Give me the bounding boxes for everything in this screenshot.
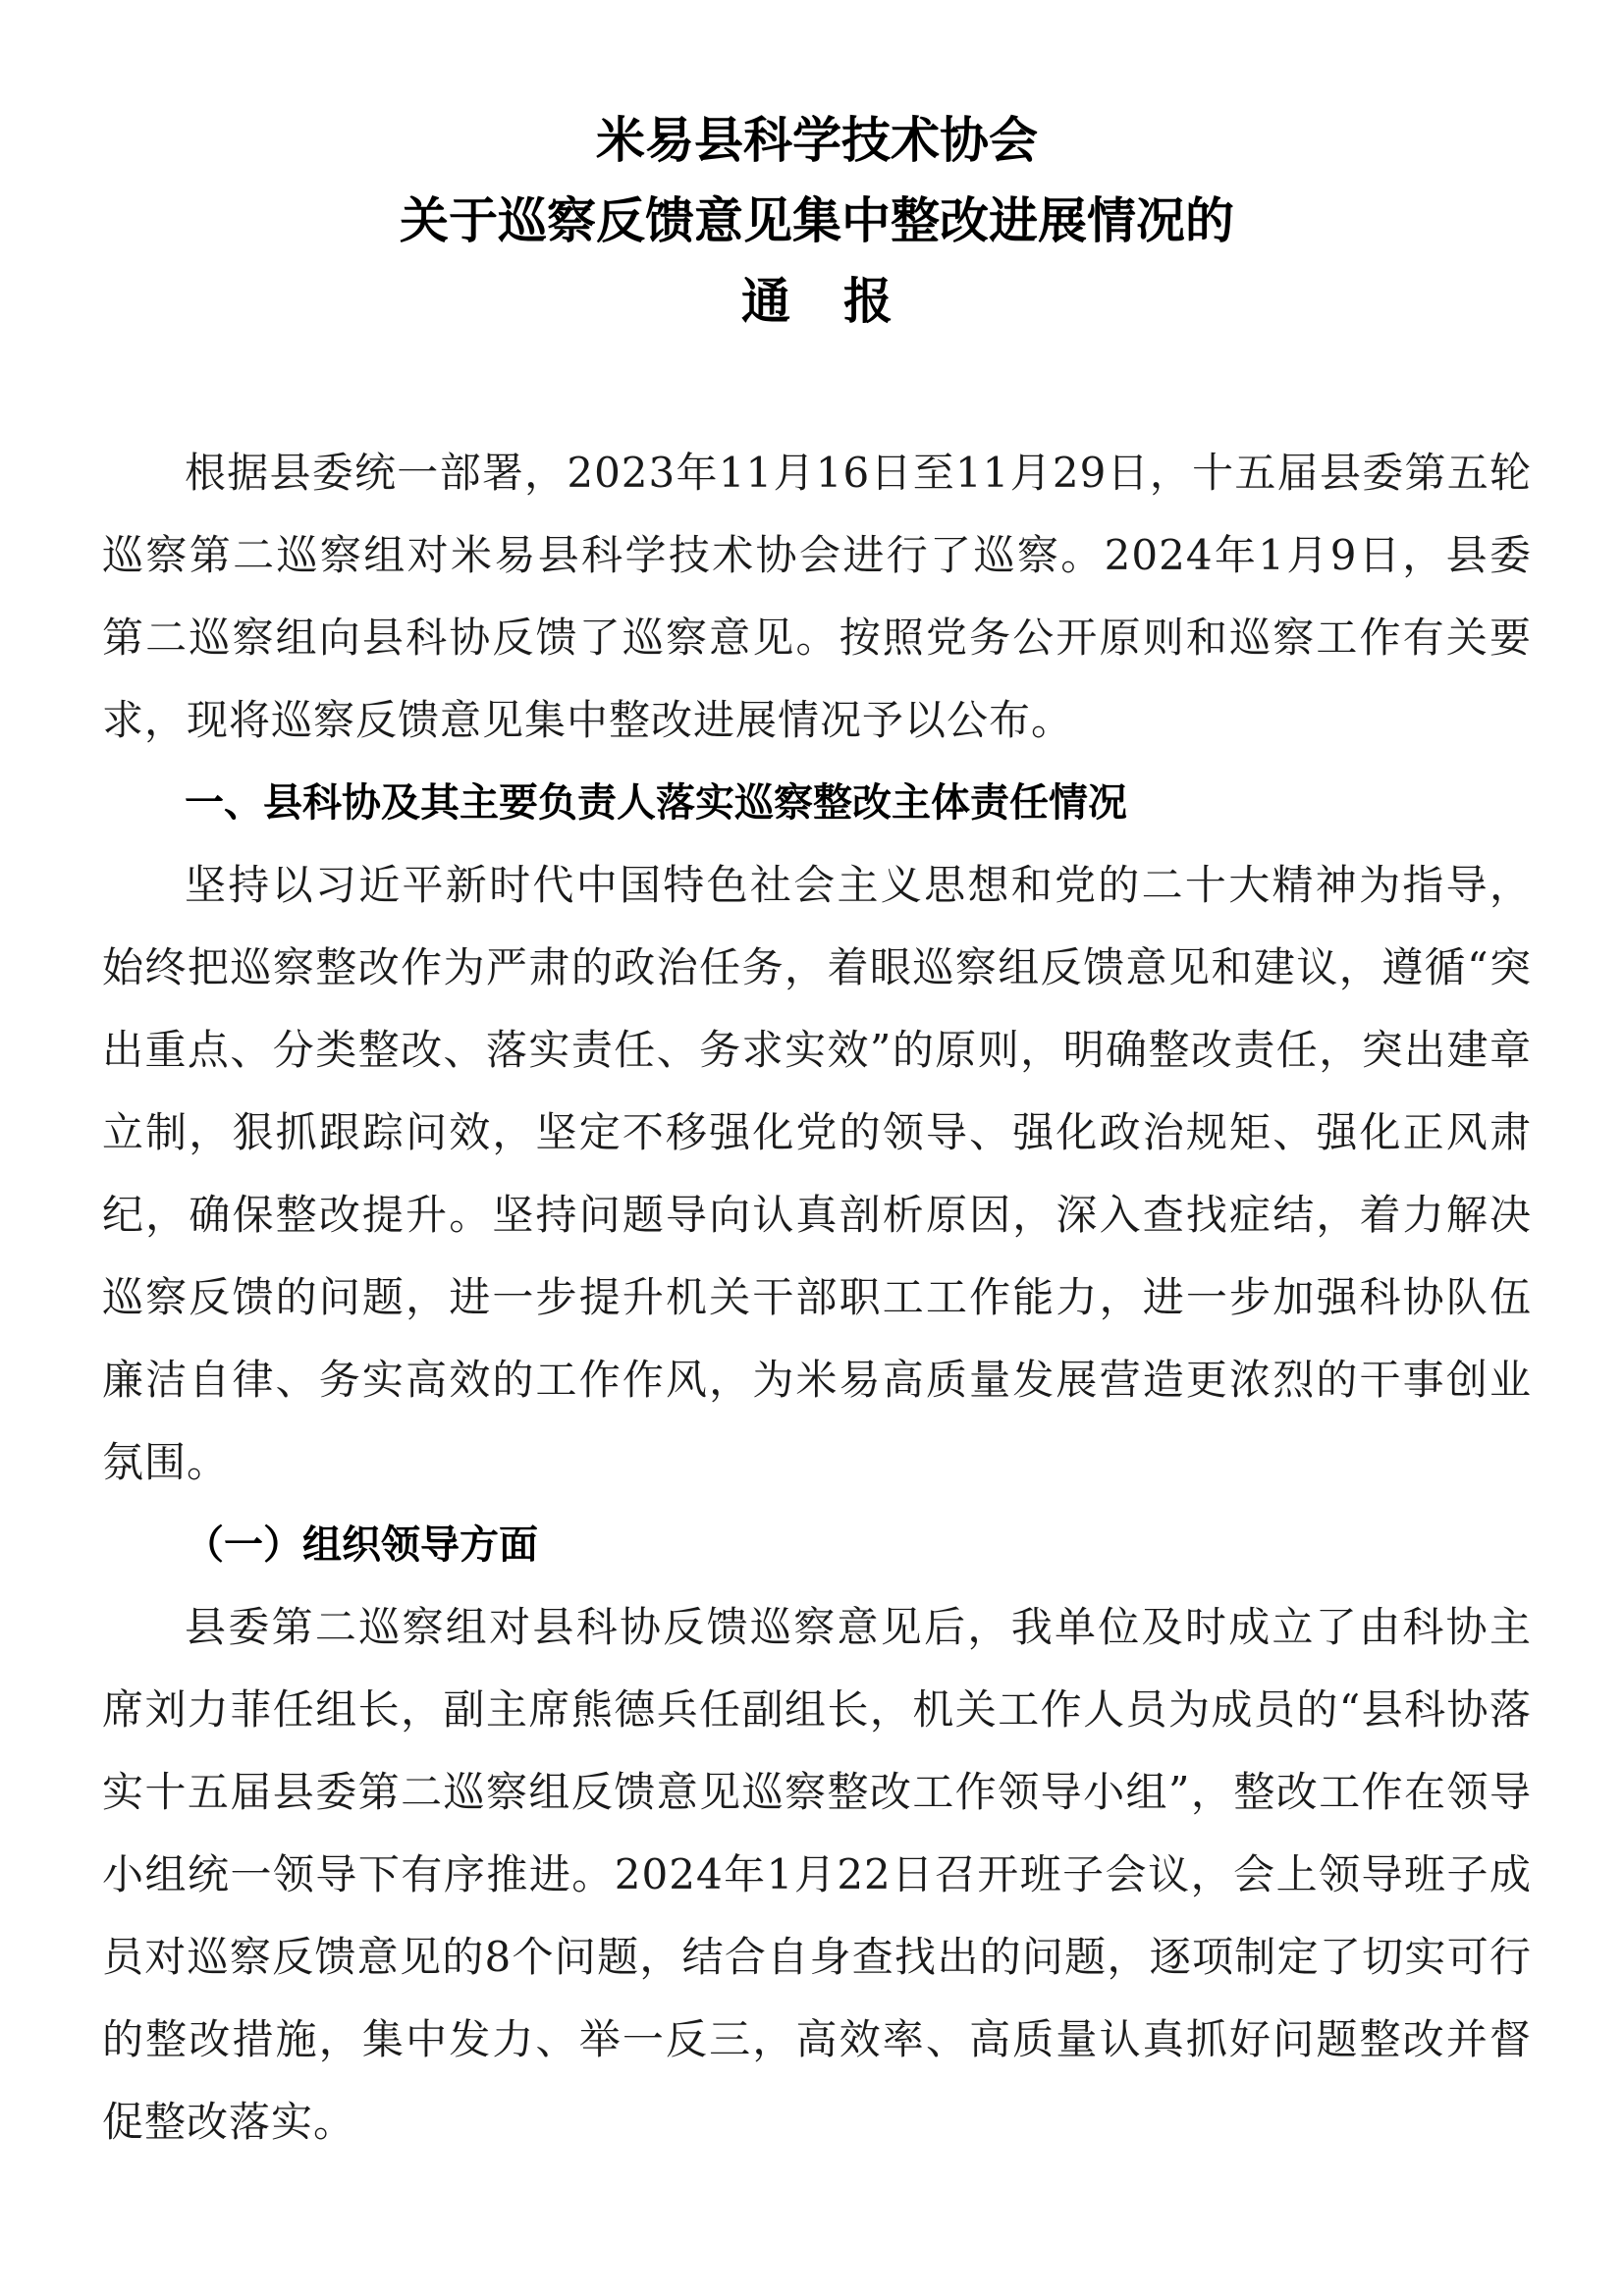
document-title <box>102 100 1532 342</box>
subsection-heading-1: （一）组织领导方面 <box>185 1522 538 1568</box>
paragraph-subsection-1: 县委第二巡察组对县科协反馈巡察意见后，我单位及时成立了由科协主席刘力菲任组长，副主席熊德兵任副组长，机关工作人员为成员的“县科协落实十五届县委第二巡察组反馈意见巡察整改工作领导小组”，整改工作在领导小组统一领导下有序推进。2024年1月22日召开班子会议，会上领导班子成员对巡察反馈意见的8个问题，结合自身查找出的问题，逐项制定了切实可行的整改措施，集中发力、举一反三，高效率、高质量认真抓好问题整改并督促整改落实。 <box>102 1603 1532 2146</box>
title-line-organization: 米易县科学技术协会 <box>596 112 1038 169</box>
document-body <box>102 432 1532 2163</box>
title-line-subject: 关于巡察反馈意见集中整改进展情况的 <box>400 192 1234 249</box>
paragraph-intro: 根据县委统一部署，2023年11月16日至11月29日，十五届县委第五轮巡察第二巡察组对米易县科学技术协会进行了巡察。2024年1月9日，县委第二巡察组向县科协反馈了巡察意见。按照党务公开原则和巡察工作有关要求，现将巡察反馈意见集中整改进展情况予以公布。 <box>102 449 1532 744</box>
paragraph-section-1: 坚持以习近平新时代中国特色社会主义思想和党的二十大精神为指导，始终把巡察整改作为严肃的政治任务，着眼巡察组反馈意见和建议，遵循“突出重点、分类整改、落实责任、务求实效”的原则，明确整改责任，突出建章立制，狠抓跟踪问效，坚定不移强化党的领导、强化政治规矩、强化正风肃纪，确保整改提升。坚持问题导向认真剖析原因，深入查找症结，着力解决巡察反馈的问题，进一步提升机关干部职工工作能力，进一步加强科协队伍廉洁自律、务实高效的工作作风，为米易高质量发展营造更浓烈的干事创业氛围。 <box>102 861 1532 1486</box>
title-line-doctype: 通报 <box>741 273 946 330</box>
section-heading-1: 一、县科协及其主要负责人落实巡察整改主体责任情况 <box>185 780 1127 826</box>
